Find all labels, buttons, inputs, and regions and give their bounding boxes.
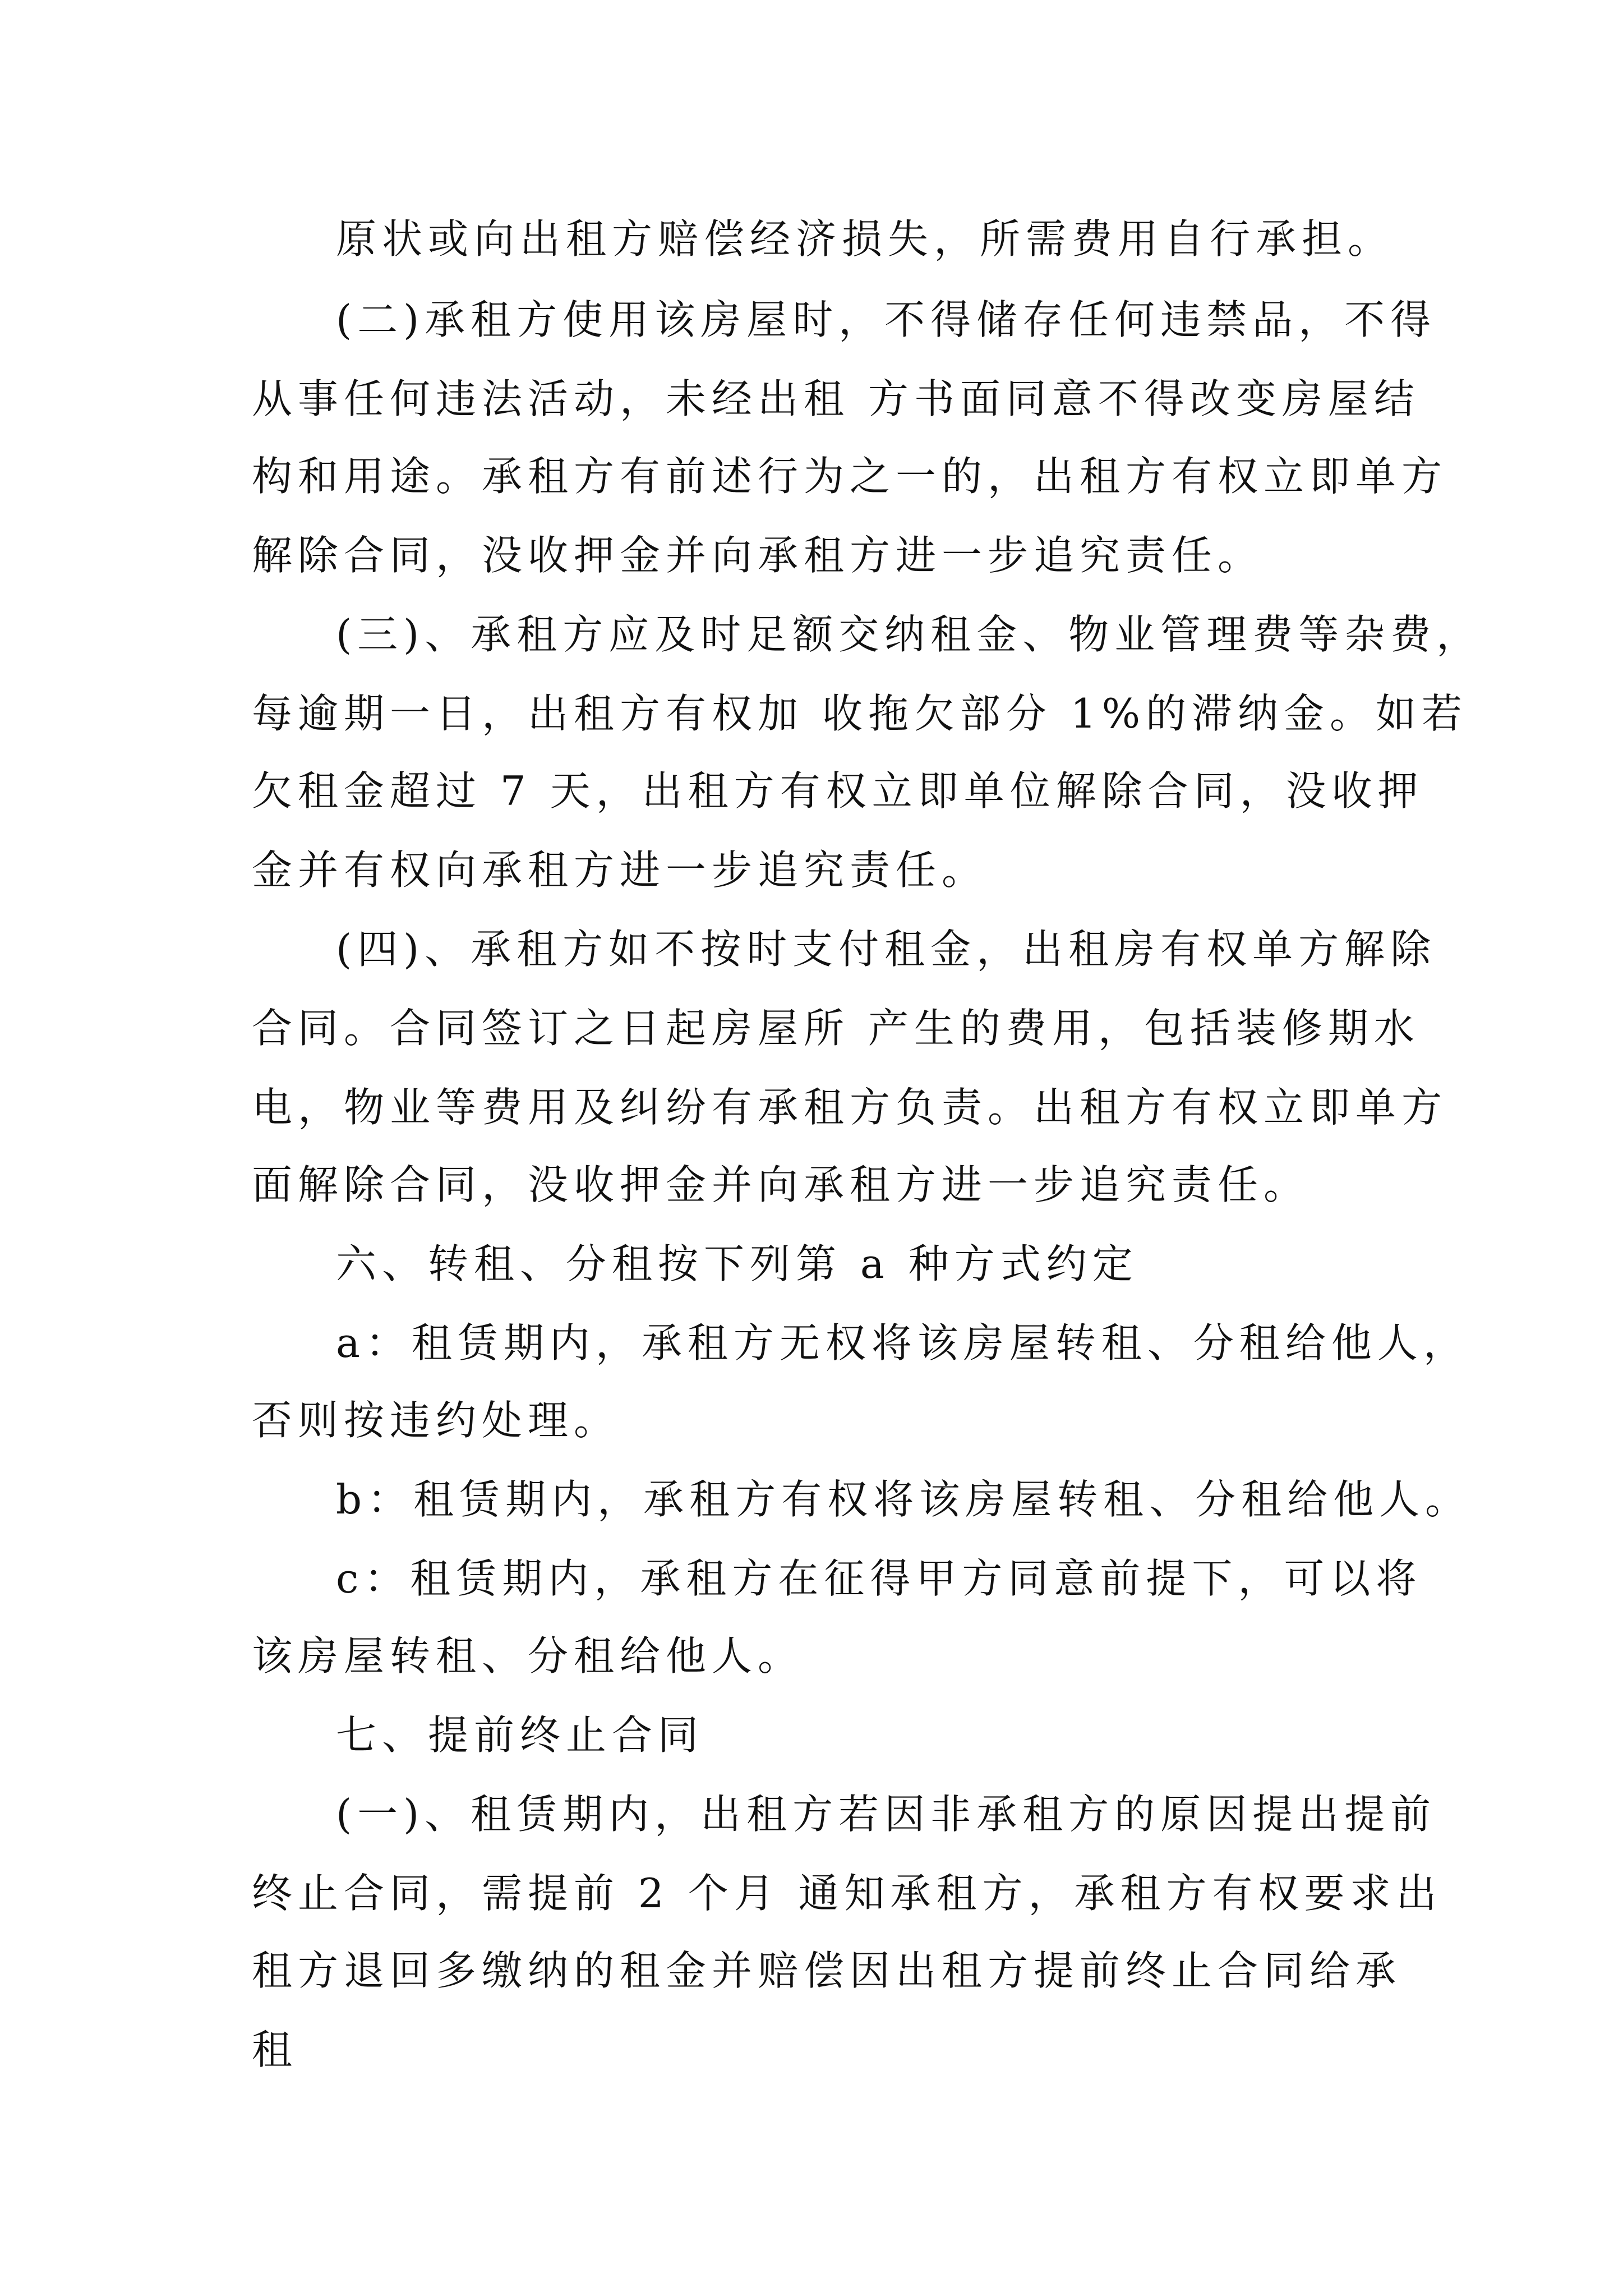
text-line: 构和用途。承租方有前述行为之一的，出租方有权立即单方 [252, 453, 1448, 500]
text-line: a：租赁期内，承租方无权将该房屋转租、分租给他人， [336, 1319, 1469, 1366]
text-line: (四)、承租方如不按时支付租金，出租房有权单方解除 [336, 926, 1437, 973]
text-line: 六、转租、分租按下列第 a 种方式约定 [336, 1240, 1138, 1287]
text-line: b：租赁期内，承租方有权将该房屋转租、分租给他人。 [336, 1476, 1472, 1523]
text-line: (三)、承租方应及时足额交纳租金、物业管理费等杂费， [336, 611, 1483, 658]
text-line: 电，物业等费用及纠纷有承租方负责。出租方有权立即单方 [252, 1084, 1448, 1131]
text-line: 否则按违约处理。 [252, 1397, 620, 1444]
text-line: 租 [252, 2026, 298, 2073]
text-line: 终止合同，需提前 2 个月 通知承租方，承租方有权要求出 [252, 1870, 1442, 1917]
text-line: 金并有权向承租方进一步追究责任。 [252, 846, 988, 894]
text-line: 该房屋转租、分租给他人。 [252, 1632, 804, 1680]
text-line: 原状或向出租方赔偿经济损失，所需费用自行承担。 [336, 215, 1394, 263]
text-line: 从事任何违法活动，未经出租 方书面同意不得改变房屋结 [252, 375, 1420, 422]
text-line: c：租赁期内，承租方在征得甲方同意前提下，可以将 [336, 1555, 1422, 1602]
text-line: 面解除合同，没收押金并向承租方进一步追究责任。 [252, 1161, 1310, 1208]
text-line: (二)承租方使用该房屋时，不得储存任何违禁品，不得 [336, 296, 1437, 343]
text-line: 欠租金超过 7 天，出租方有权立即单位解除合同，没收押 [252, 767, 1424, 815]
text-line: (一)、租赁期内，出租方若因非承租方的原因提出提前 [336, 1791, 1437, 1838]
text-line: 每逾期一日，出租方有权加 收拖欠部分 1%的滞纳金。如若 [252, 690, 1468, 737]
text-line: 租方退回多缴纳的租金并赔偿因出租方提前终止合同给承 [252, 1947, 1402, 1994]
text-line: 七、提前终止合同 [336, 1711, 704, 1759]
text-line: 合同。合同签订之日起房屋所 产生的费用，包括装修期水 [252, 1005, 1420, 1052]
text-line: 解除合同，没收押金并向承租方进一步追究责任。 [252, 532, 1264, 579]
